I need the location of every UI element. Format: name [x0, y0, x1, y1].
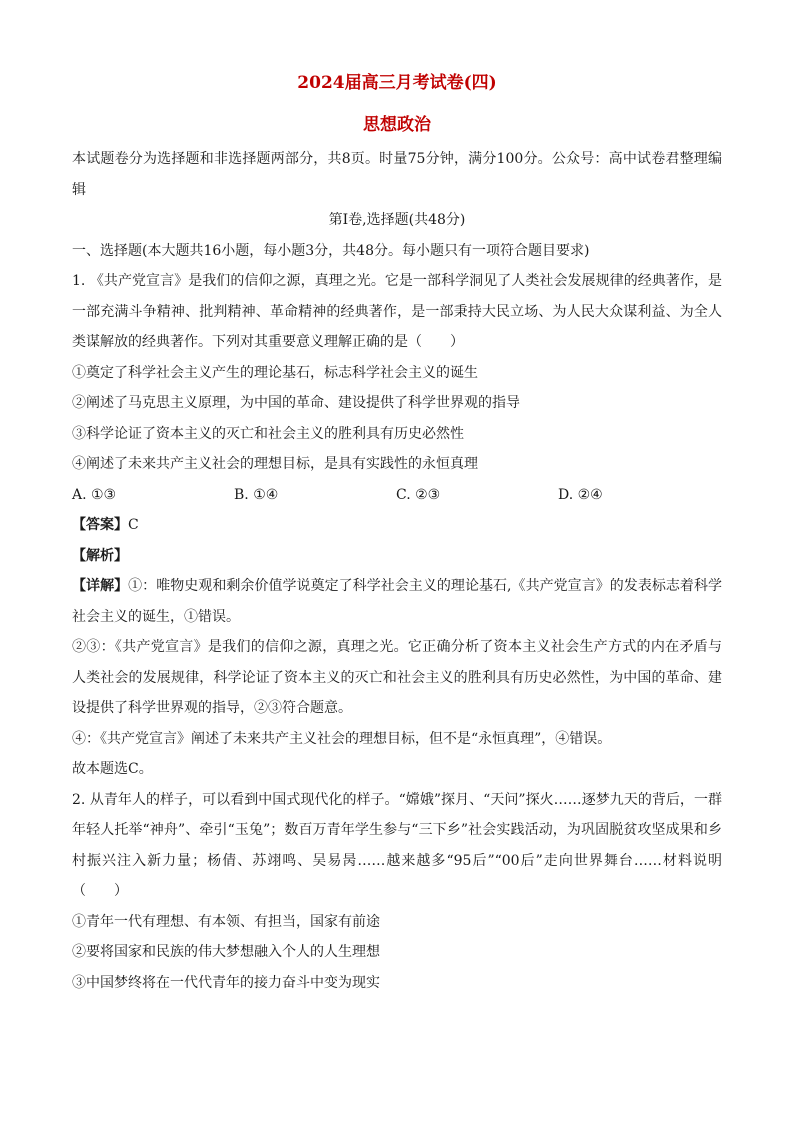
exam-page — [72, 70, 722, 998]
question-2-item-1: ①青年一代有理想、有本领、有担当，国家有前途 — [72, 913, 380, 930]
question-1 — [72, 266, 722, 785]
question-1-answer — [72, 510, 722, 541]
exam-title: 2024届高三月考试卷(四) — [297, 73, 497, 93]
question-2 — [72, 785, 722, 999]
question-1-item-2: ②阐述了马克思主义原理，为中国的革命、建设提供了科学世界观的指导 — [72, 395, 520, 411]
question-1-options — [72, 480, 722, 511]
option-b: B. ①④ — [234, 486, 279, 503]
question-1-item-3: ③科学论证了资本主义的灭亡和社会主义的胜利具有历史必然性 — [72, 425, 464, 442]
question-2-item-2: ②要将国家和民族的伟大梦想融入个人的人生理想 — [72, 944, 380, 960]
question-1-detail-1 — [72, 571, 722, 632]
option-d: D. ②④ — [558, 486, 603, 503]
detail-label: 【详解】 — [72, 578, 129, 594]
option-a: A. ①③ — [72, 486, 117, 503]
part-heading: 一、选择题(本大题共16小题，每小题3分，共48分。每小题只有一项符合题目要求) — [72, 242, 590, 259]
question-1-analysis — [72, 541, 722, 572]
section-title: 第Ⅰ卷,选择题(共48分) — [328, 212, 466, 228]
question-2-stem: 2. 从青年人的样子，可以看到中国式现代化的样子。“嫦娥”探月、“天问”探火……逐梦九天的背后，一群年轻人托举“神舟”、牵引“玉兔”；数百万青年学生参与“三下乡”社会实践活动，为巩固脱贫攻坚成果和乡村振兴注入新力量；杨倩、苏翊鸣、吴易昺……越来越多“95后”“00后”走向世界舞台……材料说明（ ） — [72, 791, 722, 899]
answer-label: 【答案】 — [72, 517, 128, 533]
question-1-item-4: ④阐述了未来共产主义社会的理想目标，是具有实践性的永恒真理 — [72, 456, 478, 472]
question-1-detail-3: ④：《共产党宣言》阐述了未来共产主义社会的理想目标，但不是“永恒真理”，④错误。 — [72, 730, 612, 747]
option-c: C. ②③ — [396, 486, 441, 503]
question-1-stem: 1. 《共产党宣言》是我们的信仰之源，真理之光。它是一部科学洞见了人类社会发展规律的经典著作，是一部充满斗争精神、批判精神、革命精神的经典著作，是一部秉持大民立场、为人民大众谋利益、为全人类谋解放的经典著作。下列对其重要意义理解正确的是（ ） — [72, 273, 722, 350]
exam-subject: 思想政治 — [363, 115, 431, 135]
answer-value: C — [128, 517, 139, 533]
analysis-label: 【解析】 — [72, 547, 128, 564]
question-1-item-1: ①奠定了科学社会主义产生的理论基石，标志科学社会主义的诞生 — [72, 364, 478, 381]
exam-intro: 本试题卷分为选择题和非选择题两部分，共8页。时量75分钟，满分100分。公众号：高中试卷君整理编辑 — [72, 151, 722, 198]
question-2-item-3: ③中国梦终将在一代代青年的接力奋斗中变为现实 — [72, 974, 380, 991]
detail-text: ①：唯物史观和剩余价值学说奠定了科学社会主义的理论基石,《共产党宣言》的发表标志着科学社会主义的诞生，①错误。 — [72, 578, 723, 625]
question-1-detail-4: 故本题选C。 — [72, 761, 153, 777]
question-1-detail-2: ②③：《共产党宣言》是我们的信仰之源，真理之光。它正确分析了资本主义社会生产方式的内在矛盾与人类社会的发展规律，科学论证了资本主义的灭亡和社会主义的胜利具有历史必然性，为中国的革命、建设提供了科学世界观的指导，②③符合题意。 — [72, 639, 722, 716]
